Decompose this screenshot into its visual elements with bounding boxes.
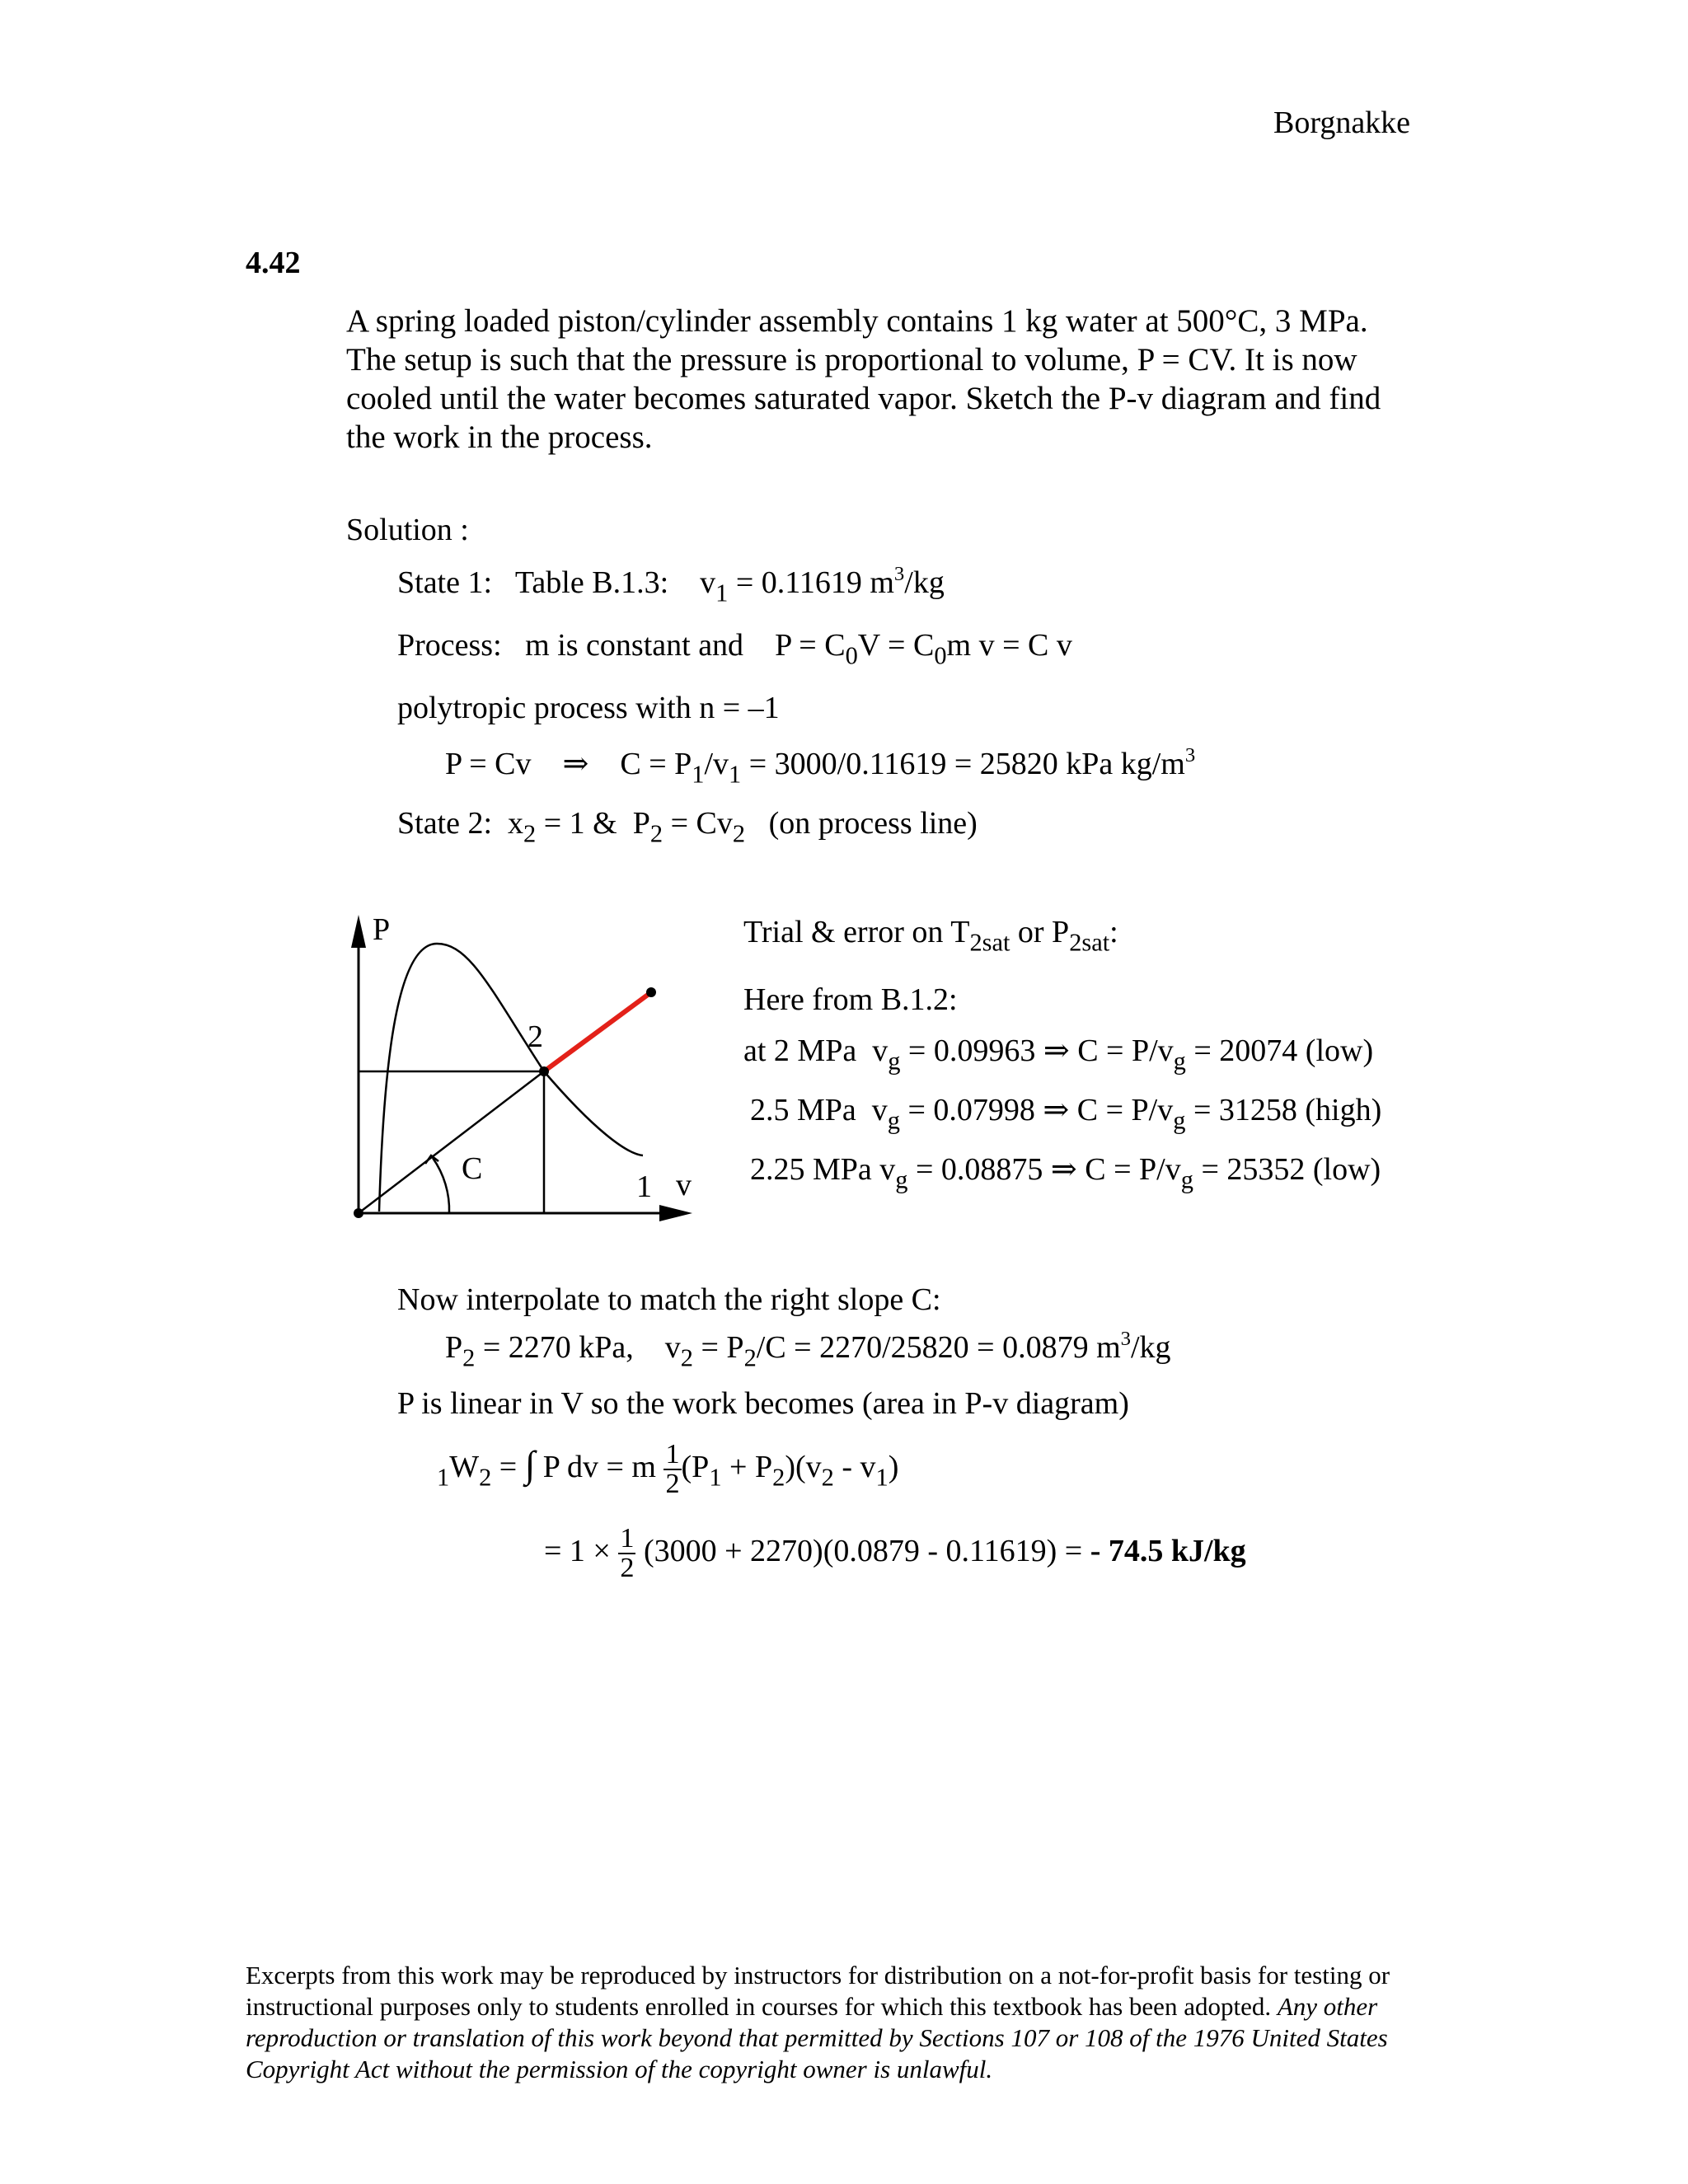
problem-number: 4.42 [246,246,301,280]
c-ratio: $C = P_1/v_1$ [620,747,742,789]
trial-row: 2.5 MPa $v_g = 0.07998$ ⇒ $C = P/v_g = 31258$ (high) [750,1093,1382,1135]
state2-label: State 2: [397,806,493,841]
trial-c: = 25352 (low) [1201,1152,1381,1187]
trial-pressure: at 2 MPa [743,1033,857,1068]
v1-unit: /kg [904,565,945,600]
v1-value: = 0.11619 m [735,565,894,600]
half-fraction: $\frac{1}{2}$ [620,1523,635,1584]
v2-value: /C = 2270/25820 = 0.0879 m [756,1330,1121,1365]
c-result: = 3000/0.11619 = 25820 kPa kg/m [748,747,1185,781]
work-equation: $_1W_2$ = ∫ P dv = m $\frac{1}{2}$ $(P_1 + P_2)(v_2 - v_1)$ [437,1439,899,1500]
v2-expr: = P [701,1330,744,1365]
axis-label-v: v [676,1168,692,1202]
polytropic-line: polytropic process with n = –1 [397,691,780,725]
axis-label-p: P [373,912,391,947]
solution-heading: Solution : [346,513,469,547]
v-axis-arrow [659,1205,692,1221]
trial-pressure: 2.25 MPa [750,1152,872,1187]
work-result: - 74.5 kJ/kg [1090,1533,1246,1568]
saturation-dome [379,944,643,1212]
header-author: Borgnakke [1273,105,1411,140]
p-axis-arrow [351,915,366,948]
work-eq-part: (v [795,1449,822,1484]
slope-label: C [462,1151,483,1186]
trial-intro-text: Trial & error on T [743,915,970,949]
trial-intro-mid: or P [1010,915,1070,949]
footer-italic: Any other reproduction or translation of this work beyond that permitted by Sections 107 or 108 of the 1976 United States Copyright Act without the permission of the copyright owner is unlawful. [246,1992,1388,2083]
interp-intro: Now interpolate to match the right slope C: [397,1282,941,1317]
pv-diagram [346,907,709,1236]
trial-vg: = 0.08875 ⇒ C = P/v [916,1152,1181,1187]
pcv-text: P = Cv [445,747,532,781]
copyright-footer [246,1960,1465,2085]
p2-value: = 2270 kPa, [482,1330,634,1365]
work-num-prefix: = 1 × [544,1533,611,1568]
trial-vg: = 0.09963 ⇒ C = P/v [907,1033,1174,1068]
point1-label: 1 [636,1169,652,1204]
trial-row: 2.25 MPa $v_g = 0.08875$ ⇒ $C = P/v_g = 25352$ (low) [750,1152,1381,1194]
footer-normal: Excerpts from this work may be reproduced by instructors for distribution on a not-for-profit basis for testing or instructional purposes only to students enrolled in courses for which this textbook has been adopted. [246,1961,1390,2021]
interp-values: $P_2 = 2270$ kPa, $v_2 = P_2/C = 2270/25820 = 0.0879$ $m^3/kg$ [445,1328,1171,1372]
trial-vg: = 0.07998 ⇒ C = P/v [907,1093,1174,1127]
state2-line [397,806,978,848]
trial-pressure: 2.5 MPa [750,1093,856,1127]
trial-c: = 20074 (low) [1193,1033,1374,1068]
state1-table: Table B.1.3: [514,565,669,600]
state2-point [539,1066,549,1076]
half-fraction: $\frac{1}{2}$ [665,1439,680,1500]
statement-line: the work in the process. [346,419,653,455]
slope-arc [433,1158,449,1213]
process-line [397,628,1072,670]
work-numeric [544,1525,1246,1582]
state1-point [646,987,656,997]
v1-symbol: $v_1$ [700,565,729,607]
statement-line: A spring loaded piston/cylinder assembly contains 1 kg water at 500°C, 3 MPa. [346,303,1368,339]
state2-cond: = 1 & [543,806,617,841]
x2-symbol: $x_2$ [508,806,537,848]
problem-statement [346,302,1381,457]
p2-equation: $P_2 = Cv_2$ [632,806,746,848]
process-line-red [544,992,651,1071]
state1-label: State 1: [397,565,493,600]
implies-arrow: ⇒ [562,747,589,781]
state1-line: State 1: Table B.1.3: $v_1 = 0.11619$ $m^3/kg$ [397,563,945,607]
trial-here: Here from B.1.2: [743,982,958,1017]
state2-note: (on process line) [768,806,978,841]
process-equation: $P = C_0V = C_0m$ v = C v [775,628,1072,670]
trial-row: at 2 MPa $v_g = 0.09963$ ⇒ $C = P/v_g = 20074$ (low) [743,1033,1374,1076]
work-num-body: (3000 + 2270)(0.0879 - 0.11619) = [643,1533,1083,1568]
statement-line: The setup is such that the pressure is proportional to volume, P = CV. It is now [346,342,1357,377]
linear-statement: P is linear in V so the work becomes (area in P-v diagram) [397,1386,1129,1421]
c-equation: P = Cv ⇒ $C = P_1/v_1 = 3000/0.11619 = 25820$ kPa $kg/m^3$ [445,744,1196,789]
trial-intro: Trial & error on $T_{2sat}$ or $P_{2sat}$: [743,915,1118,957]
statement-line: cooled until the water becomes saturated vapor. Sketch the P-v diagram and find [346,381,1381,416]
process-label: Process: [397,628,502,663]
process-text: m is constant and [525,628,744,663]
trial-c: = 31258 (high) [1193,1093,1382,1127]
point2-label: 2 [528,1019,543,1054]
